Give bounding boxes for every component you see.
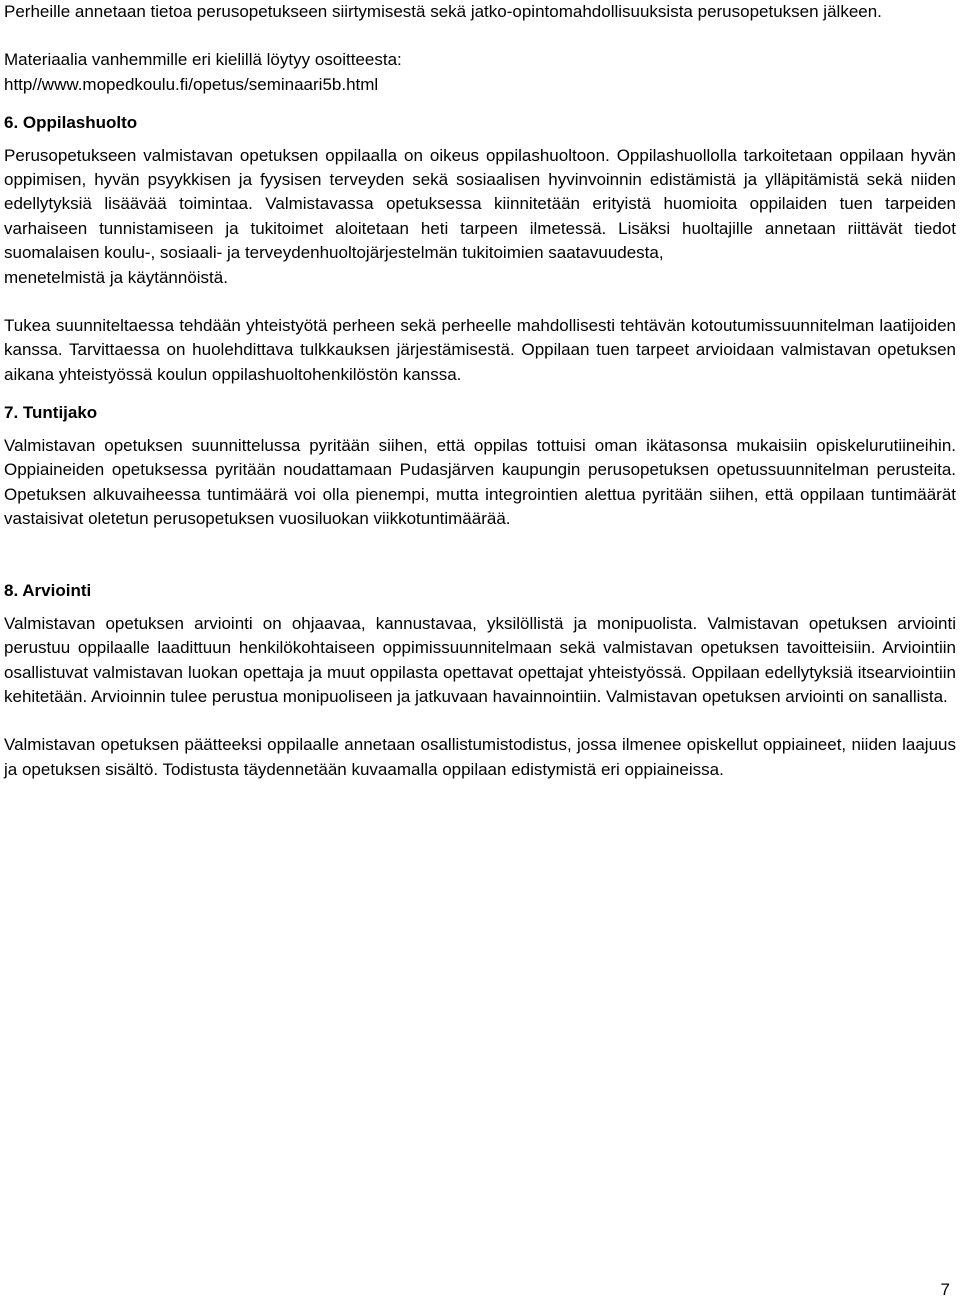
section-8-paragraph-2: Valmistavan opetuksen päätteeksi oppilaalle annetaan osallistumistodistus, jossa ilmenee opiskellut oppiaineet, niiden laajuus ja opetuksen sisältö. Todistusta täydennetään kuvaamalla oppilaan edistymistä eri oppiaineissa.: [4, 735, 956, 779]
section-7-paragraph-1: Valmistavan opetuksen suunnittelussa pyritään siihen, että oppilas tottuisi oman ikätasonsa mukaisiin opiskelurutiineihin. Oppiaineiden opetuksessa pyritään noudattamaan Pudasjärven kaupungin perusopetuksen opetussuunnitelman perusteita. Opetuksen alkuvaiheessa tuntimäärä voi olla pienempi, mutta integrointien alettua pyritään siihen, että oppilaan tuntimäärät vastaisivat oletetun perusopetuksen vuosiluokan viikkotuntimäärää.: [4, 435, 956, 528]
page-number: 7: [940, 1280, 950, 1299]
materials-url: http//www.mopedkoulu.fi/opetus/seminaari5b.html: [4, 74, 379, 94]
section-6-paragraph-2: Tukea suunniteltaessa tehdään yhteistyötä perheen sekä perheelle mahdollisesti tehtävän kotoutumissuunnitelman laatijoiden kanssa. Tarvittaessa on huolehdittava tulkkauksen järjestämisestä. Oppilaan tuen tarpeet arvioidaan valmistavan opetuksen aikana yhteistyössä koulun oppilashuoltohenkilöstön kanssa.: [4, 316, 956, 384]
section-6-paragraph-1-last-line: menetelmistä ja käytännöistä.: [4, 267, 228, 287]
section-6-paragraph-1: Perusopetukseen valmistavan opetuksen oppilaalla on oikeus oppilashuoltoon. Oppilashuollolla tarkoitetaan oppilaan hyvän oppimisen, hyvän psyykkisen ja fyysisen terveyden sekä sosiaalisen hyvinvoinnin edistämistä ja ylläpitämistä sekä niiden edellytyksiä lisäävää toimintaa. Valmistavassa opetuksessa kiinnitetään erityistä huomioita oppilaiden tuen tarpeiden varhaiseen tunnistamiseen ja tukitoimet aloitetaan heti tarpeen ilmetessä. Lisäksi huoltajille annetaan riittävät tiedot suomalaisen koulu-, sosiaali- ja terveydenhuoltojärjestelmän tukitoimien saatavuudesta,: [4, 145, 956, 263]
intro-paragraph: Perheille annetaan tietoa perusopetukseen siirtymisestä sekä jatko-opintomahdollisuuksista perusopetuksen jälkeen.: [4, 2, 882, 21]
section-7-heading: 7. Tuntijako: [4, 403, 98, 423]
section-8-paragraph-1: Valmistavan opetuksen arviointi on ohjaavaa, kannustavaa, yksilöllistä ja monipuolista. Valmistavan opetuksen arviointi perustuu oppilaalle laadittuun henkilökohtaiseen oppimissuunnitelmaan sekä valmistavan opetuksen tavoitteisiin. Arviointiin osallistuvat valmistavan luokan opettaja ja muut oppilasta opettavat opettajat yhteistyössä. Oppilaan edellytyksiä itsearviointiin kehitetään. Arvioinnin tulee perustua monipuoliseen ja jatkuvaan havainnointiin. Valmistavan opetuksen arviointi on sanallista.: [4, 613, 956, 706]
document-page: [4, 0, 956, 782]
section-8-heading: 8. Arviointi: [4, 581, 92, 601]
section-6-heading: 6. Oppilashuolto: [4, 113, 138, 133]
materials-label: Materiaalia vanhemmille eri kielillä löytyy osoitteesta:: [4, 50, 402, 70]
